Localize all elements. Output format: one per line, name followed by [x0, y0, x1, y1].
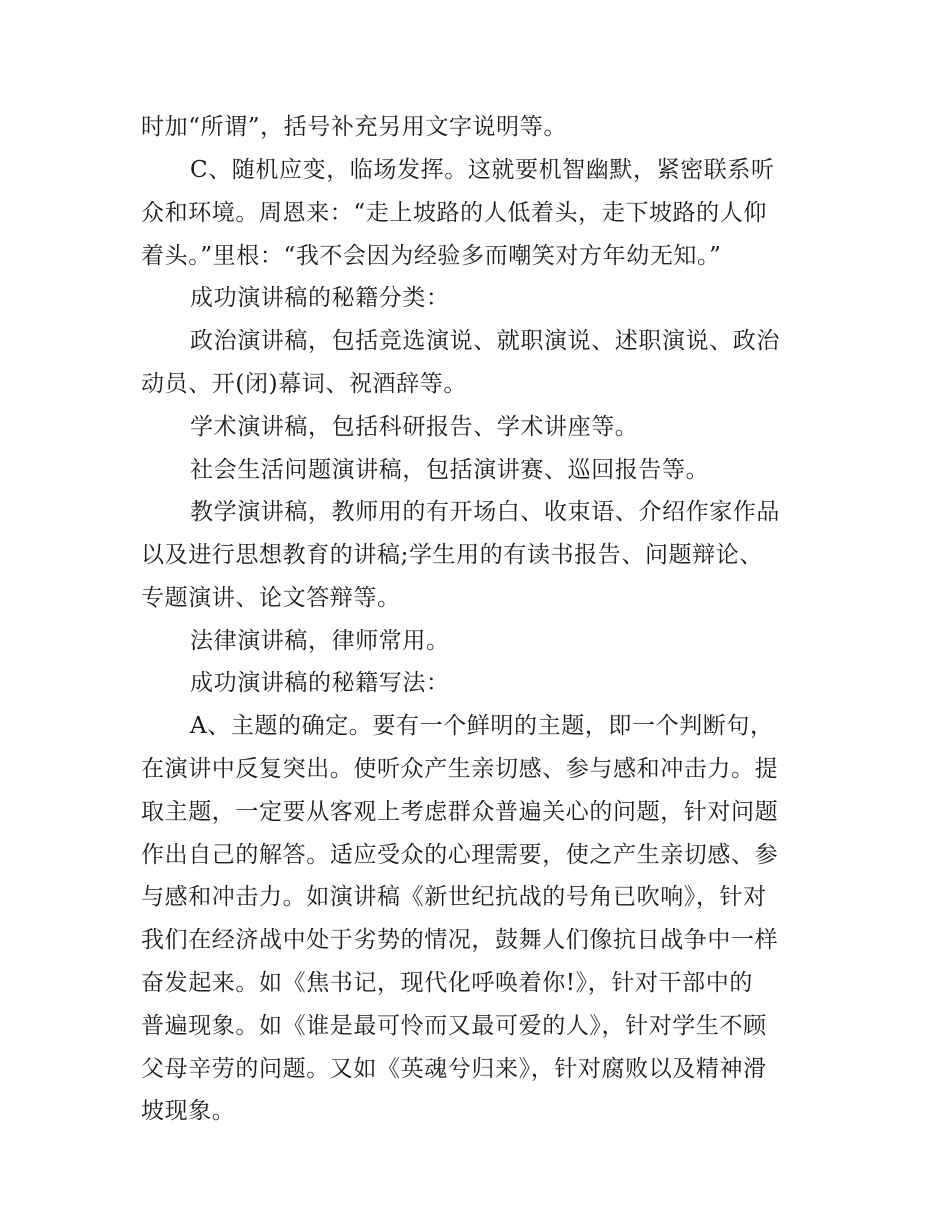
text-line: 动员、开(闭)幕词、祝酒辞等。 — [141, 371, 467, 397]
text-line: 众和环境。周恩来：“走上坡路的人低着头，走下坡路的人仰 — [141, 200, 767, 226]
text-line: 坡现象。 — [141, 1098, 236, 1124]
text-line: 取主题，一定要从客观上考虑群众普遍关心的问题，针对问题 — [141, 799, 779, 825]
text-line: 着头。”里根：“我不会因为经验多而嘲笑对方年幼无知。” — [141, 243, 722, 269]
text-line: 专题演讲、论文答辩等。 — [141, 585, 401, 611]
text-line: 我们在经济战中处于劣势的情况，鼓舞人们像抗日战争中一样 — [141, 927, 779, 953]
section-heading-classification: 成功演讲稿的秘籍分类： — [190, 285, 450, 311]
paragraph-line: A、主题的确定。要有一个鲜明的主题，即一个判断句， — [190, 713, 774, 739]
paragraph-line: 教学演讲稿，教师用的有开场白、收束语、介绍作家作品 — [190, 499, 780, 525]
text-line: 与感和冲击力。如演讲稿《新世纪抗战的号角已吹响》，针对 — [141, 884, 767, 910]
paragraph-line: 学术演讲稿，包括科研报告、学术讲座等。 — [190, 414, 639, 440]
text-line: 普遍现象。如《谁是最可怜而又最可爱的人》，针对学生不顾 — [141, 1013, 767, 1039]
text-line: 在演讲中反复突出。使听众产生亲切感、参与感和冲击力。提 — [141, 756, 779, 782]
text-line: 作出自己的解答。适应受众的心理需要，使之产生亲切感、参 — [141, 842, 779, 868]
paragraph-line: C、随机应变，临场发挥。这就要机智幽默，紧密联系听 — [190, 157, 775, 183]
text-line: 时加“所谓”，括号补充另用文字说明等。 — [141, 114, 567, 140]
text-line: 父母辛劳的问题。又如《英魂兮归来》，针对腐败以及精神滑 — [141, 1056, 767, 1082]
paragraph-line: 政治演讲稿，包括竞选演说、就职演说、述职演说、政治 — [190, 328, 780, 354]
paragraph-line: 社会生活问题演讲稿，包括演讲赛、巡回报告等。 — [190, 457, 710, 483]
paragraph-line: 法律演讲稿，律师常用。 — [190, 628, 450, 654]
text-line: 以及进行思想教育的讲稿;学生用的有读书报告、问题辩论、 — [141, 542, 763, 568]
section-heading-writing: 成功演讲稿的秘籍写法： — [190, 670, 450, 696]
text-line: 奋发起来。如《焦书记，现代化呼唤着你!》，针对干部中的 — [141, 970, 753, 996]
